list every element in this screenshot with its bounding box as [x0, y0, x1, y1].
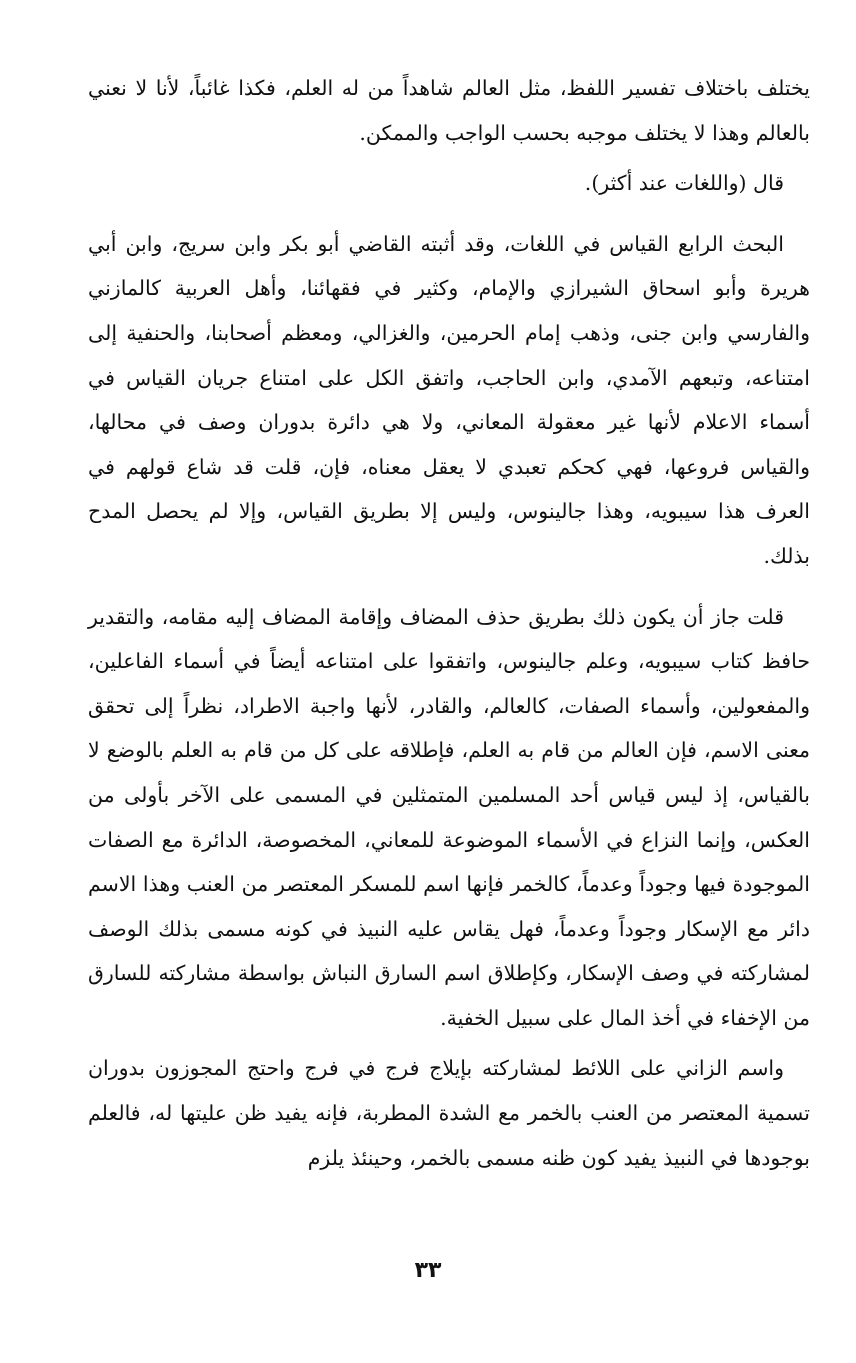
paragraph-quote: قال (واللغات عند أكثر).	[584, 171, 784, 196]
paragraph-argument: واسم الزاني على اللائط لمشاركته بإيلاج فرج في فرج واحتج المجوزون بدوران تسمية المعتصر من العنب بالخمر مع الشدة المطربة، فإنه يفيد ظن عليتها له، فالعلم بوجودها في النبيذ يفيد كون ظنه مسمى بالخمر، وحينئذ يلزم	[88, 1056, 810, 1170]
body-text	[88, 66, 810, 1180]
paragraph-fourth-inquiry: البحث الرابع القياس في اللغات، وقد أثبته القاضي أبو بكر وابن سريج، وابن أبي هريرة وأبو اسحاق الشيرازي والإمام، وكثير في فقهائنا، وأهل العربية كالمازني والفارسي وابن جنى، وذهب إمام الحرمين، والغزالي، ومعظم أصحابنا، والحنفية إلى امتناعه، وتبعهم الآمدي، وابن الحاجب، واتفق الكل على امتناع جريان القياس في أسماء الاعلام لأنها غير معقولة المعاني، ولا هي دائرة بدوران وصف في محالها، والقياس فروعها، فهي كحكم تعبدي لا يعقل معناه، فإن، قلت قد شاع قولهم في العرف هذا سيبويه، وهذا جالينوس، وليس إلا بطريق القياس، وإلا لم يحصل المدح بذلك.	[88, 231, 810, 568]
paragraph-response: قلت جاز أن يكون ذلك بطريق حذف المضاف وإقامة المضاف إليه مقامه، والتقدير حافظ كتاب سيبويه، وعلم جالينوس، واتفقوا على امتناعه أيضاً في أسماء الفاعلين، والمفعولين، وأسماء الصفات، كالعالم، والقادر، لأنها واجبة الاطراد، نظراً إلى تحقق معنى الاسم، فإن العالم من قام به العلم، فإطلاقه على كل من قام به العلم بالوضع لا بالقياس، إذ ليس قياس أحد المسلمين المتمثلين في المسمى على الآخر بأولى من العكس، وإنما النزاع في الأسماء الموضوعة للمعاني، المخصوصة، الدائرة مع الصفات الموجودة فيها وجوداً وعدماً، كالخمر فإنها اسم للمسكر المعتصر من العنب وهذا الاسم دائر مع الإسكار وجوداً وعدماً، فهل يقاس عليه النبيذ في كونه مسمى بذلك الوصف لمشاركته في وصف الإسكار، وكإطلاق اسم السارق النباش بواسطة مشاركته للسارق من الإخفاء في أخذ المال على سبيل الخفية.	[88, 604, 810, 1030]
paragraph-continued: يختلف باختلاف تفسير اللفظ، مثل العالم شاهداً من له العلم، فكذا غائباً، لأنا لا نعني بالعالم وهذا لا يختلف موجبه بحسب الواجب والممكن.	[88, 76, 810, 145]
page-number: ٣٣	[414, 1258, 442, 1283]
